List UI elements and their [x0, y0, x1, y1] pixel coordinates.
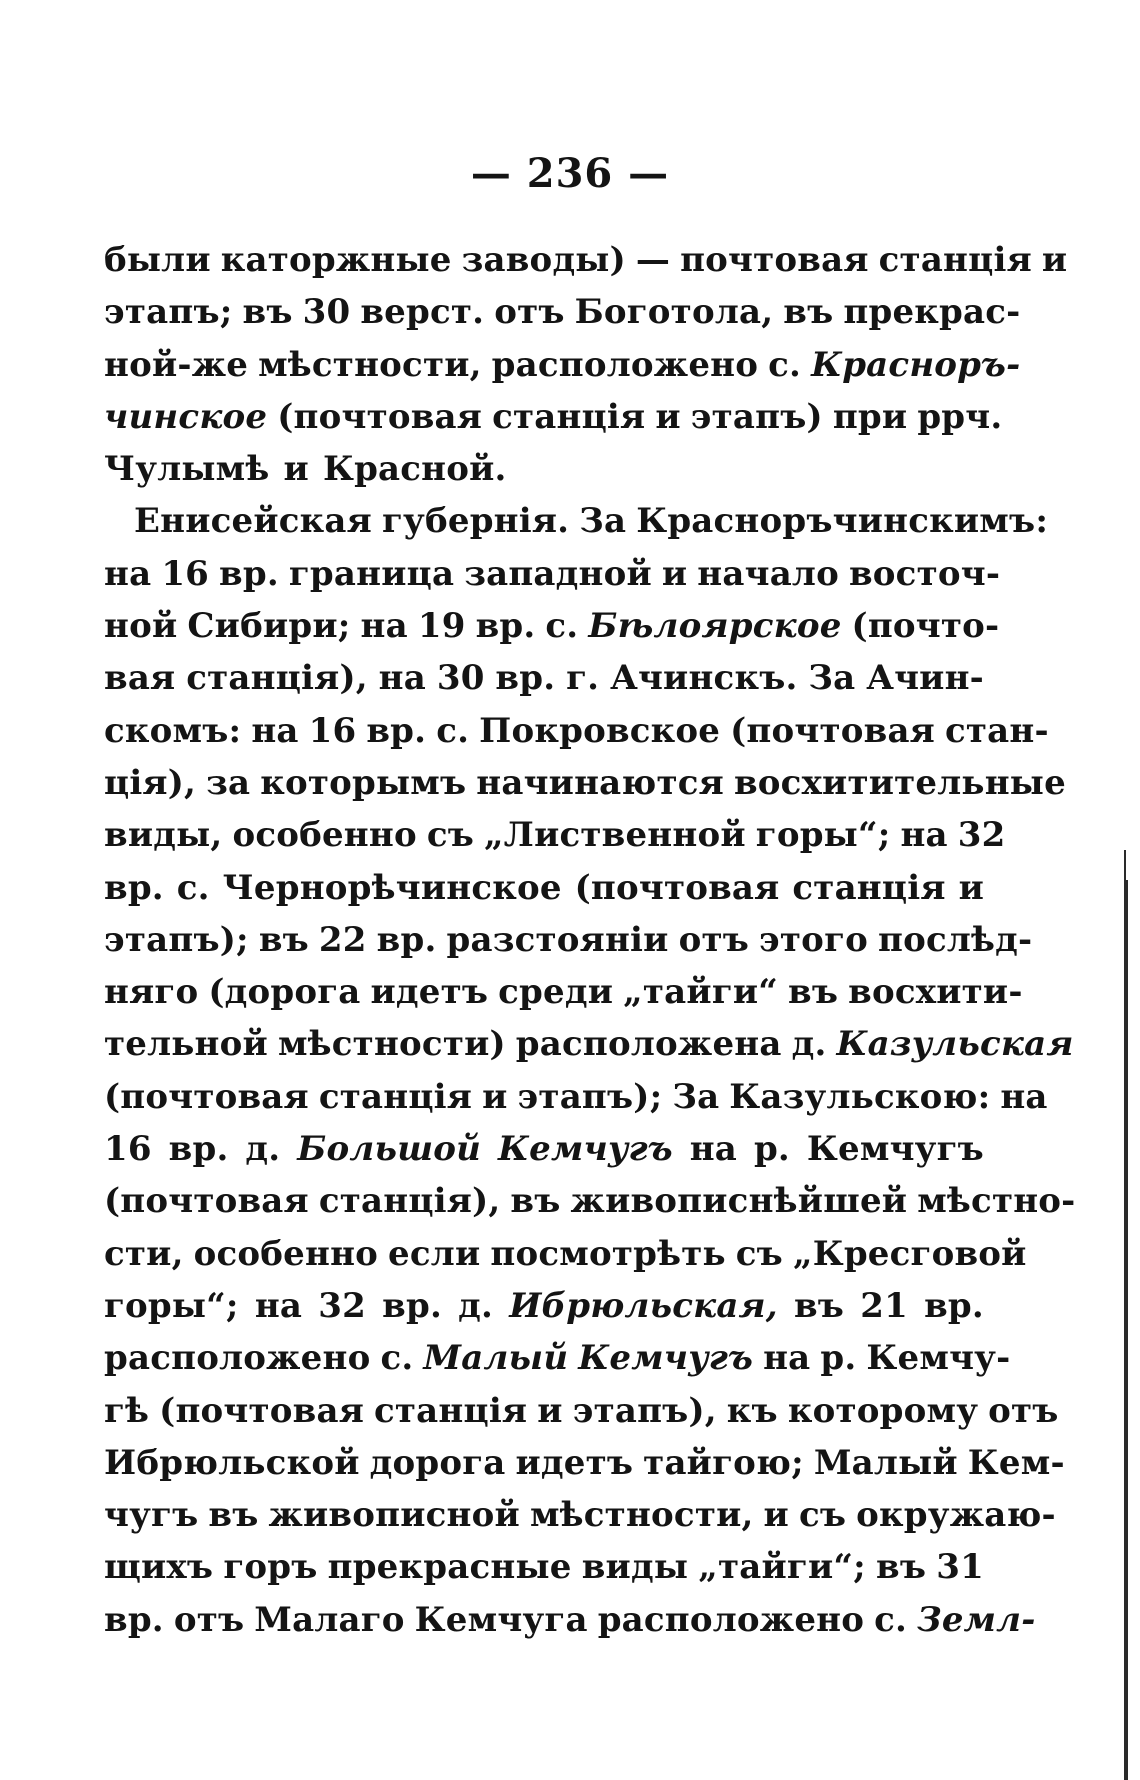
word: ція),	[104, 762, 197, 803]
word: и	[655, 396, 681, 437]
word: на	[378, 658, 426, 699]
word: вр.	[382, 1285, 442, 1326]
word: каторжные	[220, 240, 452, 280]
word: виды,	[104, 815, 223, 856]
word: 30	[302, 292, 351, 333]
word: Ибрюльская,	[509, 1285, 778, 1326]
word: отъ	[988, 1390, 1059, 1431]
text-line	[104, 1599, 1036, 1652]
word: вр.	[376, 919, 437, 960]
word: и	[661, 553, 688, 594]
text-line	[104, 919, 1033, 972]
text-line	[104, 658, 984, 710]
scan-margin-edge	[1124, 880, 1128, 1780]
word: вр.	[495, 658, 556, 699]
word: ной	[104, 606, 178, 647]
word: гѣ	[104, 1390, 150, 1431]
word: и	[958, 867, 984, 908]
word: Кем-	[967, 1442, 1065, 1483]
word: на	[900, 815, 948, 856]
word: Большой	[297, 1129, 482, 1170]
word: щихъ	[104, 1547, 214, 1588]
word: с.	[436, 710, 470, 751]
word: ной-же	[104, 344, 249, 385]
word: расположено	[491, 344, 759, 385]
word: д.	[458, 1285, 494, 1326]
word: вр.	[366, 710, 427, 751]
word: расположено	[597, 1599, 865, 1640]
word: 30	[436, 658, 485, 699]
word: Красноръ-	[811, 344, 1021, 385]
word: на	[254, 1285, 303, 1326]
word: няго	[104, 972, 199, 1013]
word: Казульскою:	[729, 1076, 991, 1117]
word: Кемчуга	[414, 1599, 588, 1640]
word: въ	[208, 1495, 259, 1536]
text-line	[104, 292, 1021, 344]
word: с.	[874, 1599, 908, 1640]
word: отъ	[494, 292, 565, 333]
word: „тайги“;	[698, 1547, 866, 1588]
word: г.	[566, 658, 600, 699]
word: (почтовая	[159, 1390, 365, 1431]
word: вр.	[475, 606, 536, 647]
word: вр.	[219, 553, 279, 594]
text-line	[104, 868, 984, 920]
word: граница	[288, 553, 455, 594]
word: начало	[697, 553, 839, 594]
word: Кемчугъ	[497, 1129, 673, 1170]
word: среди	[498, 972, 614, 1013]
word: Ачин-	[866, 658, 984, 699]
word: 16	[161, 553, 210, 594]
word: (почтовая	[104, 1181, 309, 1222]
word: идетъ	[515, 1442, 634, 1483]
word: „Кресговой	[792, 1233, 1027, 1274]
text-line	[104, 1547, 984, 1599]
word: с.	[176, 867, 210, 908]
word: Бѣлоярское	[588, 606, 842, 647]
word: станція	[318, 1076, 473, 1117]
word: станція	[878, 240, 1032, 280]
word: (почтовая	[574, 867, 780, 908]
word: особенно	[193, 1233, 379, 1274]
word: (почтовая	[730, 710, 935, 751]
word: Ачинскъ.	[610, 658, 798, 699]
word: въ	[793, 1285, 845, 1326]
word: Малый	[423, 1338, 569, 1379]
word: которымъ	[260, 762, 467, 803]
word: станція),	[186, 658, 368, 699]
word: р.	[753, 1129, 790, 1170]
word: почтовая	[680, 240, 869, 280]
word: и	[537, 1390, 563, 1431]
word: Красной.	[322, 449, 507, 490]
text-line	[104, 1286, 984, 1338]
word: горы“;	[104, 1285, 239, 1326]
word: восхитительные	[733, 762, 1066, 803]
word: этапъ),	[572, 1390, 717, 1431]
word: живописнѣйшей	[570, 1181, 908, 1222]
word: д.	[245, 1129, 281, 1170]
word: станція	[374, 1390, 528, 1431]
word: (почтовая	[277, 396, 483, 437]
word: вр.	[104, 1599, 164, 1640]
word: мѣстности,	[258, 344, 482, 385]
word: мѣстно-	[917, 1181, 1076, 1222]
word: 16	[308, 710, 357, 751]
word: Казульская	[836, 1024, 1074, 1065]
word: съ	[426, 815, 475, 856]
word: вая	[104, 658, 176, 699]
word: мѣстности)	[277, 1024, 506, 1065]
word: —	[635, 240, 671, 280]
word: этапъ);	[104, 919, 249, 960]
word: горы“;	[755, 815, 891, 856]
text-line	[104, 815, 1006, 867]
word: живописной	[268, 1495, 520, 1536]
word: тайгою;	[643, 1442, 804, 1483]
word: станція	[492, 396, 646, 437]
word: скомъ:	[104, 710, 242, 751]
word: Земл-	[917, 1599, 1036, 1640]
word: чугъ	[104, 1495, 199, 1536]
text-line	[104, 344, 1021, 397]
word: послѣд-	[877, 919, 1033, 960]
word: станція	[792, 867, 946, 908]
text-line	[104, 501, 1049, 553]
word: (дорога	[208, 972, 361, 1013]
page-number: — 236 —	[470, 150, 670, 197]
word: расположена	[515, 1024, 782, 1065]
word: расположено	[104, 1338, 371, 1379]
text-line	[104, 606, 1000, 658]
word: на	[104, 553, 152, 594]
word: вр.	[104, 867, 164, 908]
text-line	[104, 972, 1023, 1024]
word: къ	[726, 1390, 778, 1431]
word: прекрас-	[843, 292, 1021, 333]
word: Чернорѣчинское	[222, 867, 562, 908]
word: чинское	[104, 396, 268, 437]
body-text	[104, 240, 1076, 1652]
word: стан-	[945, 710, 1049, 751]
word: мѣстности,	[529, 1495, 754, 1536]
word: тельной	[104, 1024, 268, 1065]
word: Енисейская	[134, 501, 372, 542]
text-line	[104, 1495, 1056, 1547]
word: станція),	[318, 1181, 501, 1222]
word: съ	[798, 1495, 847, 1536]
text-line	[104, 449, 984, 501]
word: которому	[787, 1390, 979, 1431]
word: восточ-	[848, 553, 1001, 594]
word: 21	[860, 1285, 908, 1326]
word: дорога	[369, 1442, 506, 1483]
word: особенно	[232, 815, 417, 856]
word: восхити-	[848, 972, 1023, 1013]
word: на	[251, 710, 299, 751]
word: д.	[791, 1024, 827, 1065]
word: Боготола,	[574, 292, 774, 333]
word: при	[832, 396, 908, 437]
word: на	[360, 606, 408, 647]
word: вр.	[168, 1129, 229, 1170]
word: 16	[104, 1129, 152, 1170]
word: За	[808, 658, 856, 699]
word: 22	[318, 919, 367, 960]
word: 32	[318, 1285, 367, 1326]
text-line	[104, 1129, 984, 1181]
word: 32	[957, 815, 1006, 856]
word: Малаго	[254, 1599, 405, 1640]
text-line	[104, 1076, 1048, 1129]
word: этапъ);	[517, 1076, 663, 1117]
word: въ	[242, 292, 293, 333]
word: этого	[759, 919, 868, 960]
word: „тайги“	[623, 972, 779, 1013]
word: За	[672, 1076, 720, 1117]
word: вр.	[924, 1285, 984, 1326]
text-line	[104, 1233, 1027, 1286]
word: и	[482, 1076, 508, 1117]
text-line	[104, 1338, 1011, 1390]
word: въ	[788, 972, 839, 1013]
word: Кемчу-	[866, 1338, 1011, 1379]
text-line	[104, 762, 1066, 815]
word: этапъ)	[690, 396, 823, 437]
word: на	[689, 1129, 738, 1170]
text-line	[104, 710, 1049, 763]
word: виды	[581, 1547, 689, 1588]
word: прекрасные	[327, 1547, 572, 1588]
word: съ	[735, 1233, 783, 1274]
text-line	[104, 240, 1068, 292]
word: въ	[783, 292, 834, 333]
word: губернія.	[381, 501, 570, 542]
word: если	[388, 1233, 481, 1274]
text-line	[104, 1390, 1059, 1443]
word: западной	[464, 553, 652, 594]
word: „Лиственной	[484, 815, 746, 856]
word: окружаю-	[856, 1495, 1056, 1536]
word: на	[763, 1338, 811, 1379]
word: начинаются	[476, 762, 724, 803]
word: Красноръчинскимъ:	[636, 501, 1049, 542]
word: на	[1000, 1076, 1048, 1117]
word: с.	[768, 344, 802, 385]
word: за	[206, 762, 251, 803]
word: Кемчугъ	[806, 1129, 984, 1170]
word: и	[1041, 240, 1068, 280]
word: 19	[417, 606, 466, 647]
text-line	[104, 1181, 1076, 1233]
word: посмотрѣть	[490, 1233, 726, 1274]
word: въ	[258, 919, 309, 960]
word: верст.	[360, 292, 485, 333]
text-line	[104, 1024, 1074, 1076]
word: въ	[510, 1181, 561, 1222]
word: За	[579, 501, 627, 542]
text-line	[104, 396, 1003, 449]
word: 31	[936, 1547, 984, 1588]
word: ррч.	[917, 396, 1003, 437]
word: с.	[380, 1338, 414, 1379]
word: отъ	[173, 1599, 245, 1640]
word: Малый	[813, 1442, 958, 1483]
word: и	[283, 449, 309, 490]
word: Кемчугъ	[578, 1338, 754, 1379]
word: горъ	[223, 1547, 318, 1588]
text-line	[104, 1442, 1065, 1495]
word: Покровское	[479, 710, 721, 751]
word: были	[104, 240, 211, 280]
word: (почто-	[851, 606, 1000, 647]
word: Чулымѣ	[104, 449, 270, 490]
word: р.	[820, 1338, 857, 1379]
word: идетъ	[370, 972, 489, 1013]
word: этапъ;	[104, 292, 233, 333]
word: отъ	[678, 919, 750, 960]
word: с.	[545, 606, 579, 647]
word: Сибири;	[187, 606, 351, 647]
word: (почтовая	[104, 1076, 309, 1117]
word: и	[763, 1495, 789, 1536]
word: Ибрюльской	[104, 1442, 360, 1483]
word: разстояніи	[446, 919, 669, 960]
word: заводы)	[461, 240, 626, 280]
word: въ	[876, 1547, 927, 1588]
text-line	[104, 553, 1001, 606]
word: сти,	[104, 1233, 184, 1274]
